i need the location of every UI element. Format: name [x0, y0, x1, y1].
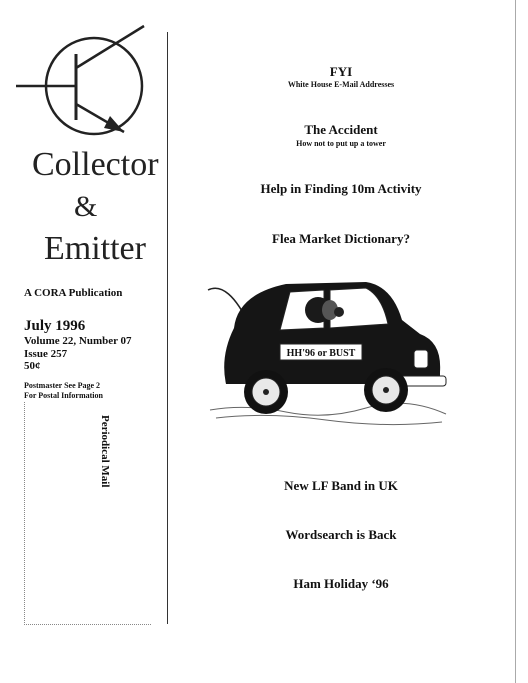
issue-date: July 1996 — [24, 318, 86, 334]
article-subtitle-accident: How not to put up a tower — [296, 139, 386, 148]
article-title-accident: The Accident — [304, 122, 378, 137]
article-title-ham-holiday: Ham Holiday ‘96 — [293, 576, 389, 591]
article-title-lf-band: New LF Band in UK — [284, 478, 398, 493]
article-title-wordsearch: Wordsearch is Back — [285, 527, 397, 542]
publisher-line: A CORA Publication — [24, 287, 123, 299]
postmaster-line2: For Postal Information — [24, 391, 103, 400]
car-sign-text: HH'96 or BUST — [286, 348, 356, 359]
transistor-logo-icon — [12, 24, 152, 144]
periodical-mail-label: Periodical Mail — [99, 415, 111, 488]
volume-number: Volume 22, Number 07 — [24, 335, 132, 347]
car-cartoon-illustration — [206, 276, 454, 432]
page-edge-line — [515, 0, 516, 683]
article-title-10m: Help in Finding 10m Activity — [260, 181, 422, 196]
article-title-flea-market: Flea Market Dictionary? — [272, 231, 410, 246]
issue-number: Issue 257 — [24, 348, 68, 360]
masthead-collector: Collector — [32, 146, 159, 183]
article-title-fyi: FYI — [329, 64, 353, 79]
masthead-emitter: Emitter — [44, 230, 146, 267]
article-subtitle-fyi: White House E-Mail Addresses — [287, 80, 395, 89]
postmaster-line1: Postmaster See Page 2 — [24, 381, 101, 390]
price: 50¢ — [24, 360, 41, 372]
mailing-label-area — [24, 402, 151, 625]
masthead-ampersand: & — [74, 190, 98, 223]
